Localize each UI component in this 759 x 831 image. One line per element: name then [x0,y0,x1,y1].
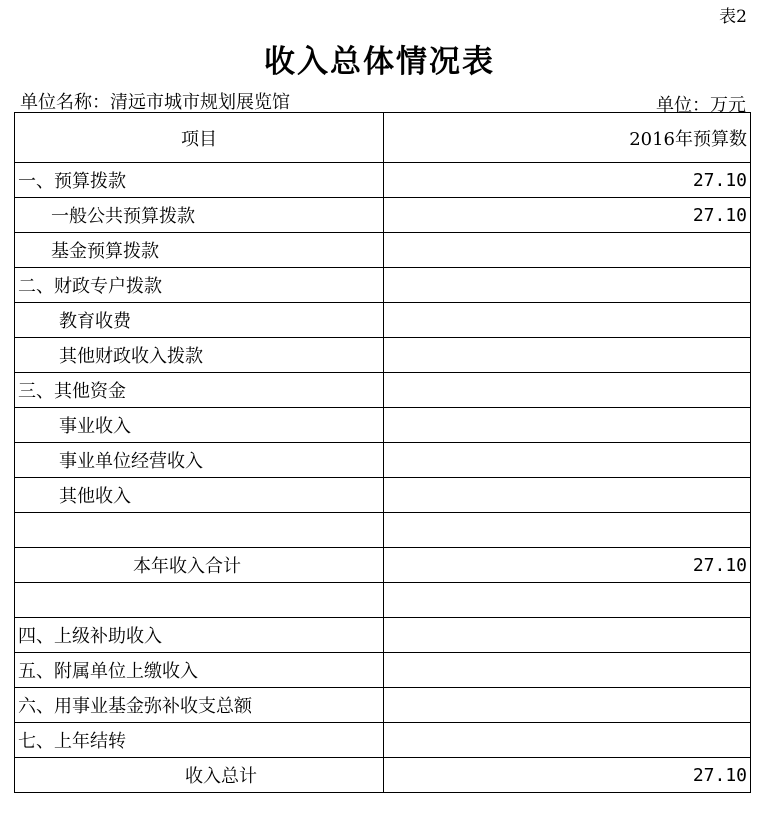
row-value: 27.10 [384,163,751,198]
table-row [15,688,751,723]
unit-name-label: 单位名称：清远市城市规划展览馆 [20,92,290,113]
row-value [384,723,751,758]
table-row-blank [15,513,751,548]
row-value: 27.10 [384,758,751,793]
row-label: 教育收费 [15,303,384,338]
row-value [384,513,751,548]
row-label: 二、财政专户拨款 [15,268,384,303]
table-row [15,373,751,408]
column-header-budget: 2016年预算数 [384,113,751,163]
table-row [15,408,751,443]
row-label: 本年收入合计 [15,548,384,583]
table-row [15,233,751,268]
row-label: 收入总计 [15,758,384,793]
table-number: 表2 [719,7,747,27]
table-row [15,478,751,513]
row-label: 一般公共预算拨款 [15,198,384,233]
table-row [15,618,751,653]
table-row [15,268,751,303]
table-row [15,163,751,198]
row-value [384,303,751,338]
table-header-row [15,113,751,163]
row-value [384,373,751,408]
table-row [15,198,751,233]
row-value [384,338,751,373]
row-value: 27.10 [384,198,751,233]
table-row [15,443,751,478]
row-label: 六、用事业基金弥补收支总额 [15,688,384,723]
row-label: 五、附属单位上缴收入 [15,653,384,688]
row-value: 27.10 [384,548,751,583]
table-row-blank [15,583,751,618]
table-row [15,723,751,758]
table-row-subtotal [15,548,751,583]
row-value [384,408,751,443]
row-label: 三、其他资金 [15,373,384,408]
row-label: 七、上年结转 [15,723,384,758]
row-label: 事业单位经营收入 [15,443,384,478]
row-value [384,688,751,723]
row-value [384,583,751,618]
row-value [384,268,751,303]
income-summary-table [14,112,751,793]
row-label: 其他财政收入拨款 [15,338,384,373]
row-value [384,478,751,513]
row-value [384,653,751,688]
page-title: 收入总体情况表 [264,44,495,80]
row-label: 基金预算拨款 [15,233,384,268]
row-label: 其他收入 [15,478,384,513]
table-row [15,653,751,688]
table-row [15,303,751,338]
row-label: 一、预算拨款 [15,163,384,198]
row-value [384,233,751,268]
row-label [15,513,384,548]
row-label: 事业收入 [15,408,384,443]
currency-unit-label: 单位：万元 [656,95,746,116]
row-label [15,583,384,618]
table-row [15,338,751,373]
column-header-item: 项目 [15,113,384,163]
table-row-total [15,758,751,793]
row-value [384,618,751,653]
row-value [384,443,751,478]
row-label: 四、上级补助收入 [15,618,384,653]
